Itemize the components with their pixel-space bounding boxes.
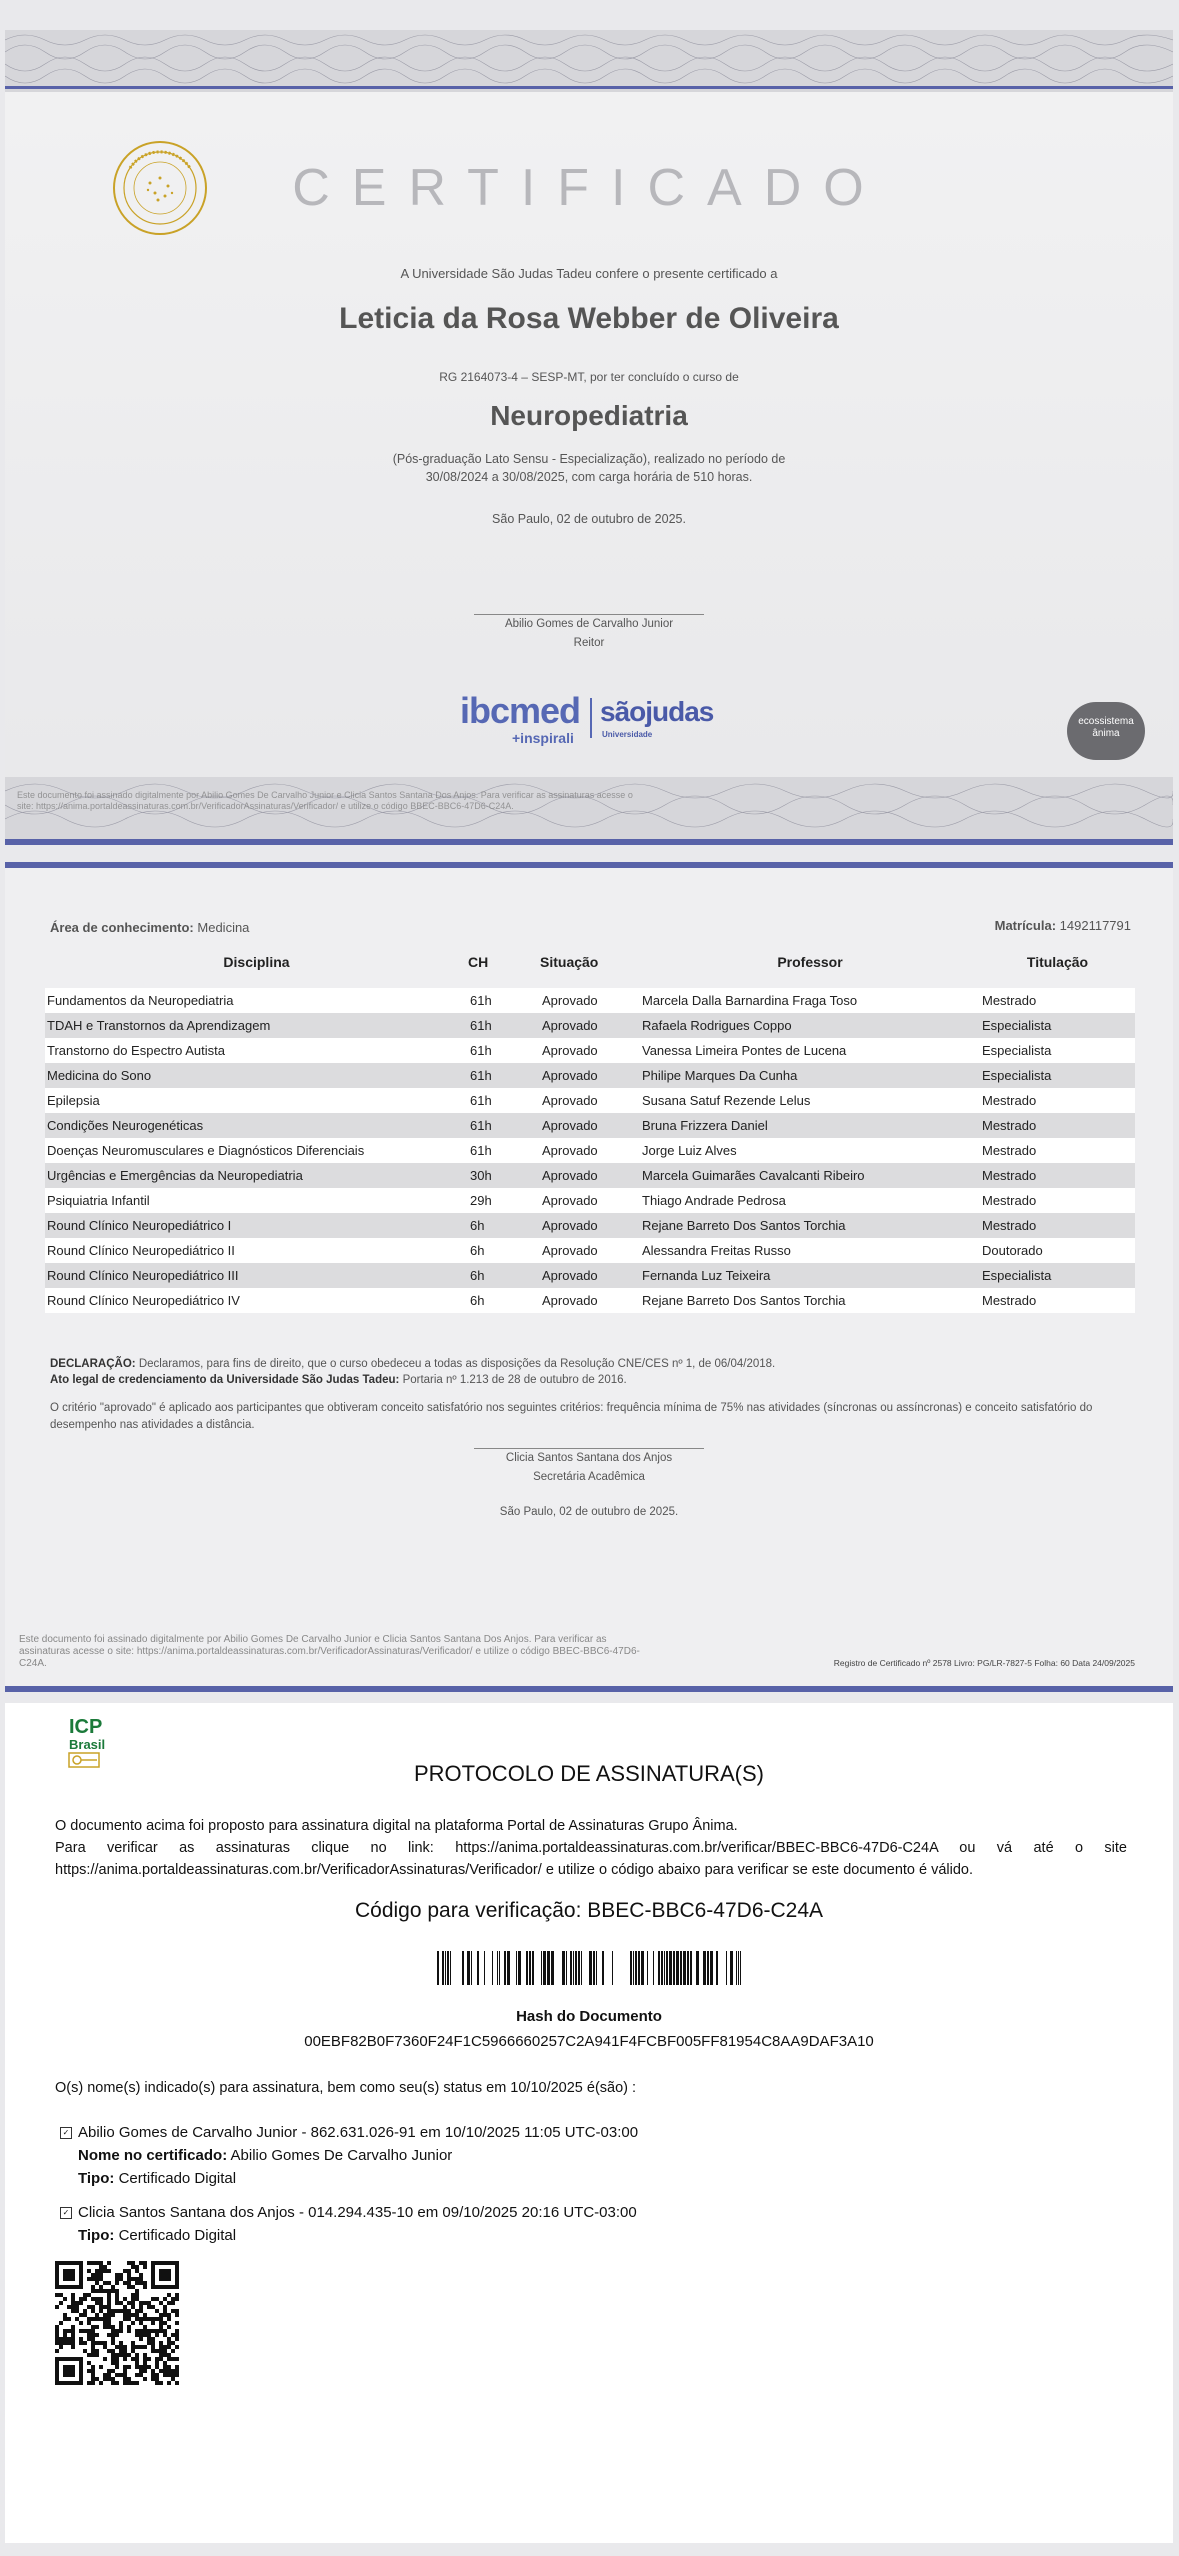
hours-cell: 30h bbox=[468, 1163, 540, 1188]
discipline-cell: Doenças Neuromusculares e Diagnósticos Diferenciais bbox=[45, 1138, 468, 1163]
declaration-text: Declaramos, para fins de direito, que o curso obedeceu a todas as disposições da Resolução CNE/CES nº 1, de 06/04/2018. bbox=[138, 1358, 776, 1370]
hours-cell: 6h bbox=[468, 1213, 540, 1238]
secretary-signature-block bbox=[5, 1448, 1173, 1487]
signer-type-value: Certificado Digital bbox=[118, 2227, 237, 2244]
professor-cell: Alessandra Freitas Russo bbox=[640, 1238, 980, 1263]
discipline-cell: Round Clínico Neuropediátrico II bbox=[45, 1238, 468, 1263]
signer-type-value: Certificado Digital bbox=[118, 2170, 237, 2187]
table-row bbox=[45, 1063, 1135, 1088]
degree-cell: Mestrado bbox=[980, 1288, 1135, 1313]
column-header-professor: Professor bbox=[777, 954, 843, 970]
certificate-title: CERTIFICADO bbox=[292, 159, 886, 217]
approval-criteria: O critério "aprovado" é aplicado aos participantes que obtiveram conceito satisfatório nos seguintes critérios: frequência mínima de 75% nas atividades (síncronas ou assíncronas) e conceito satisfatório do desempenho nas atividades a distância. bbox=[50, 1402, 1093, 1431]
degree-cell: Mestrado bbox=[980, 1163, 1135, 1188]
discipline-cell: Fundamentos da Neuropediatria bbox=[45, 988, 468, 1013]
table-row bbox=[45, 1163, 1135, 1188]
professor-cell: Jorge Luiz Alves bbox=[640, 1138, 980, 1163]
professor-cell: Philipe Marques Da Cunha bbox=[640, 1063, 980, 1088]
protocol-description-line: O documento acima foi proposto para assinatura digital na plataforma Portal de Assinaturas Grupo Ânima. bbox=[55, 1818, 738, 1834]
table-row bbox=[45, 988, 1135, 1013]
certificate-page bbox=[5, 30, 1173, 845]
hours-cell: 29h bbox=[468, 1188, 540, 1213]
professor-cell: Susana Satuf Rezende Lelus bbox=[640, 1088, 980, 1113]
protocol-description bbox=[55, 1815, 1127, 1881]
knowledge-area bbox=[50, 920, 249, 935]
status-cell: Aprovado bbox=[540, 1063, 640, 1088]
discipline-cell: Round Clínico Neuropediátrico I bbox=[45, 1213, 468, 1238]
professor-cell: Vanessa Limeira Pontes de Lucena bbox=[640, 1038, 980, 1063]
professor-cell: Rejane Barreto Dos Santos Torchia bbox=[640, 1288, 980, 1313]
enrollment-value: 1492117791 bbox=[1059, 918, 1131, 933]
hours-cell: 61h bbox=[468, 1113, 540, 1138]
transcript-date: São Paulo, 02 de outubro de 2025. bbox=[499, 1506, 679, 1518]
signer-line bbox=[60, 2201, 637, 2224]
hours-cell: 6h bbox=[468, 1288, 540, 1313]
table-row bbox=[45, 1288, 1135, 1313]
degree-cell: Doutorado bbox=[980, 1238, 1135, 1263]
hours-cell: 61h bbox=[468, 1088, 540, 1113]
discipline-cell: Urgências e Emergências da Neuropediatria bbox=[45, 1163, 468, 1188]
rector-role: Reitor bbox=[573, 637, 605, 649]
logo-divider bbox=[590, 698, 592, 738]
status-cell: Aprovado bbox=[540, 1263, 640, 1288]
column-header-status: Situação bbox=[540, 954, 599, 970]
table-row bbox=[45, 1088, 1135, 1113]
hours-cell: 61h bbox=[468, 1063, 540, 1088]
hours-cell: 61h bbox=[468, 1013, 540, 1038]
document-hash-value: 00EBF82B0F7360F24F1C5966660257C2A941F4FCBF005FF81954C8AA9DAF3A10 bbox=[304, 2033, 874, 2050]
professor-cell: Bruna Frizzera Daniel bbox=[640, 1113, 980, 1138]
certificate-intro: A Universidade São Judas Tadeu confere o presente certificado a bbox=[400, 266, 778, 281]
legal-act-line bbox=[50, 1372, 1130, 1388]
rector-name: Abilio Gomes de Carvalho Junior bbox=[504, 618, 674, 630]
declaration-line bbox=[50, 1356, 1130, 1372]
professor-cell: Marcela Dalla Barnardina Fraga Toso bbox=[640, 988, 980, 1013]
table-row bbox=[45, 1138, 1135, 1163]
degree-cell: Mestrado bbox=[980, 1213, 1135, 1238]
signers-intro: O(s) nome(s) indicado(s) para assinatura, bem como seu(s) status em 10/10/2025 é(são) : bbox=[55, 2080, 637, 2096]
degree-cell: Mestrado bbox=[980, 988, 1135, 1013]
discipline-cell: Medicina do Sono bbox=[45, 1063, 468, 1088]
signer-type bbox=[60, 2167, 638, 2190]
professor-cell: Marcela Guimarães Cavalcanti Ribeiro bbox=[640, 1163, 980, 1188]
hours-cell: 61h bbox=[468, 1038, 540, 1063]
verification-code: Código para verificação: BBEC-BBC6-47D6-C24A bbox=[354, 1899, 824, 1922]
professor-cell: Fernanda Luz Teixeira bbox=[640, 1263, 980, 1288]
document-hash-label: Hash do Documento bbox=[516, 2008, 662, 2025]
issue-date: São Paulo, 02 de outubro de 2025. bbox=[492, 512, 686, 526]
checkbox-checked-icon: ✓ bbox=[60, 2207, 72, 2219]
checkbox-checked-icon: ✓ bbox=[60, 2127, 72, 2139]
course-name: Neuropediatria bbox=[490, 400, 688, 431]
status-cell: Aprovado bbox=[540, 1163, 640, 1188]
guilloche-top-border bbox=[5, 30, 1173, 92]
secretary-name: Clicia Santos Santana dos Anjos bbox=[505, 1452, 673, 1464]
hours-cell: 6h bbox=[468, 1238, 540, 1263]
table-row bbox=[45, 1013, 1135, 1038]
protocol-title: PROTOCOLO DE ASSINATURA(S) bbox=[413, 1761, 765, 1786]
hours-cell: 61h bbox=[468, 988, 540, 1013]
certificate-signature-notice: Este documento foi assinado digitalmente por Abilio Gomes De Carvalho Junior e Clicia Santos Santana Dos Anjos. Para verificar as assinaturas acesse o site: https://anima.portaldeassinaturas.com.br/VerificadorAssinaturas/Verificador/ e utilize o código BBEC-BBC6-47D6-C24A. bbox=[17, 790, 633, 811]
status-cell: Aprovado bbox=[540, 1113, 640, 1138]
column-header-hours: CH bbox=[468, 954, 489, 970]
declaration bbox=[50, 1356, 1130, 1388]
secretary-role: Secretária Acadêmica bbox=[533, 1471, 645, 1483]
rector-signature-block bbox=[5, 614, 1173, 653]
status-cell: Aprovado bbox=[540, 1013, 640, 1038]
signer-cert-value: Abilio Gomes De Carvalho Junior bbox=[230, 2147, 453, 2164]
column-header-degree: Titulação bbox=[1026, 954, 1089, 970]
signer-line bbox=[60, 2121, 638, 2144]
table-row bbox=[45, 1188, 1135, 1213]
professor-cell: Thiago Andrade Pedrosa bbox=[640, 1188, 980, 1213]
degree-cell: Especialista bbox=[980, 1038, 1135, 1063]
course-details bbox=[5, 450, 1173, 486]
knowledge-area-value: Medicina bbox=[197, 920, 250, 935]
barcode-icon bbox=[437, 1951, 743, 1985]
legal-act-label: Ato legal de credenciamento da Universidade São Judas Tadeu: bbox=[50, 1374, 400, 1386]
signer-entry bbox=[60, 2201, 637, 2247]
knowledge-area-label: Área de conhecimento: bbox=[50, 920, 194, 935]
svg-text:Brasil: Brasil bbox=[69, 1737, 106, 1752]
saojudas-logo-subtitle: Universidade bbox=[602, 730, 653, 739]
course-details-line: (Pós-graduação Lato Sensu - Especialização), realizado no período de bbox=[392, 452, 786, 466]
degree-cell: Especialista bbox=[980, 1263, 1135, 1288]
professor-cell: Rejane Barreto Dos Santos Torchia bbox=[640, 1213, 980, 1238]
inspirali-logo: +inspirali bbox=[512, 730, 574, 746]
anima-badge-logo: ecossistema ânima bbox=[1067, 702, 1145, 760]
table-row bbox=[45, 1038, 1135, 1063]
grades-table bbox=[45, 954, 1135, 1313]
svg-text:ICP: ICP bbox=[69, 1716, 103, 1738]
course-details-line: 30/08/2024 a 30/08/2025, com carga horária de 510 horas. bbox=[425, 470, 753, 484]
protocol-description-line: Para verificar as assinaturas clique no link: https://anima.portaldeassinaturas.com.br/verificar/BBEC-BBC6-47D6-C24A ou vá até o site https://anima.portaldeassinaturas.com.br/VerificadorAssinaturas/Verificador/ e utilize o código abaixo para verificar se este documento é válido. bbox=[55, 1840, 1127, 1878]
declaration-label: DECLARAÇÃO: bbox=[50, 1358, 136, 1370]
column-header-discipline: Disciplina bbox=[223, 954, 290, 970]
status-cell: Aprovado bbox=[540, 1038, 640, 1063]
ibcmed-logo: ibcmed bbox=[460, 690, 581, 731]
table-row bbox=[45, 1238, 1135, 1263]
degree-cell: Especialista bbox=[980, 1013, 1135, 1038]
signer-cert-label: Nome no certificado: bbox=[78, 2147, 228, 2164]
enrollment-number bbox=[995, 918, 1131, 933]
discipline-cell: Round Clínico Neuropediátrico IV bbox=[45, 1288, 468, 1313]
signer-cert-name bbox=[60, 2144, 638, 2167]
signer-description: Abilio Gomes de Carvalho Junior - 862.631.026-91 em 10/10/2025 11:05 UTC-03:00 bbox=[78, 2124, 639, 2141]
transcript-page bbox=[5, 862, 1173, 1692]
professor-cell: Rafaela Rodrigues Coppo bbox=[640, 1013, 980, 1038]
degree-cell: Mestrado bbox=[980, 1188, 1135, 1213]
transcript-signature-notice: Este documento foi assinado digitalmente por Abilio Gomes De Carvalho Junior e Clicia Santos Santana Dos Anjos. Para verificar as assinaturas acesse o site: https://anima.portaldeassinaturas.com.br/VerificadorAssinaturas/Verificador/ e utilize o código BBEC-BBC6-47D6-C24A. bbox=[19, 1634, 640, 1669]
hours-cell: 6h bbox=[468, 1263, 540, 1288]
status-cell: Aprovado bbox=[540, 1238, 640, 1263]
signature-protocol-page bbox=[5, 1703, 1173, 2543]
enrollment-label: Matrícula: bbox=[994, 918, 1057, 933]
saojudas-logo: sãojudas bbox=[600, 696, 714, 727]
degree-cell: Mestrado bbox=[980, 1088, 1135, 1113]
status-cell: Aprovado bbox=[540, 988, 640, 1013]
discipline-cell: Psiquiatria Infantil bbox=[45, 1188, 468, 1213]
degree-cell: Mestrado bbox=[980, 1113, 1135, 1138]
legal-act-text: Portaria nº 1.213 de 28 de outubro de 2016. bbox=[402, 1374, 627, 1386]
discipline-cell: Condições Neurogenéticas bbox=[45, 1113, 468, 1138]
signer-type-label: Tipo: bbox=[78, 2227, 115, 2244]
signer-type-label: Tipo: bbox=[78, 2170, 115, 2187]
discipline-cell: Round Clínico Neuropediátrico III bbox=[45, 1263, 468, 1288]
table-row bbox=[45, 1113, 1135, 1138]
certificate-registry: Registro de Certificado nº 2578 Livro: PG/LR-7827-5 Folha: 60 Data 24/09/2025 bbox=[833, 1658, 1135, 1668]
discipline-cell: Transtorno do Espectro Autista bbox=[45, 1038, 468, 1063]
signer-entry bbox=[60, 2121, 638, 2190]
status-cell: Aprovado bbox=[540, 1213, 640, 1238]
status-cell: Aprovado bbox=[540, 1088, 640, 1113]
discipline-cell: TDAH e Transtornos da Aprendizagem bbox=[45, 1013, 468, 1038]
degree-cell: Mestrado bbox=[980, 1138, 1135, 1163]
status-cell: Aprovado bbox=[540, 1288, 640, 1313]
grades-header-row bbox=[45, 954, 1135, 988]
status-cell: Aprovado bbox=[540, 1188, 640, 1213]
table-row bbox=[45, 1213, 1135, 1238]
signer-type bbox=[60, 2224, 637, 2247]
hours-cell: 61h bbox=[468, 1138, 540, 1163]
rg-line: RG 2164073-4 – SESP-MT, por ter concluído o curso de bbox=[439, 370, 739, 384]
qr-code-icon[interactable] bbox=[55, 2261, 179, 2385]
table-row bbox=[45, 1263, 1135, 1288]
degree-cell: Especialista bbox=[980, 1063, 1135, 1088]
status-cell: Aprovado bbox=[540, 1138, 640, 1163]
discipline-cell: Epilepsia bbox=[45, 1088, 468, 1113]
student-name: Leticia da Rosa Webber de Oliveira bbox=[339, 302, 839, 335]
signer-description: Clicia Santos Santana dos Anjos - 014.294.435-10 em 09/10/2025 20:16 UTC-03:00 bbox=[78, 2204, 637, 2221]
